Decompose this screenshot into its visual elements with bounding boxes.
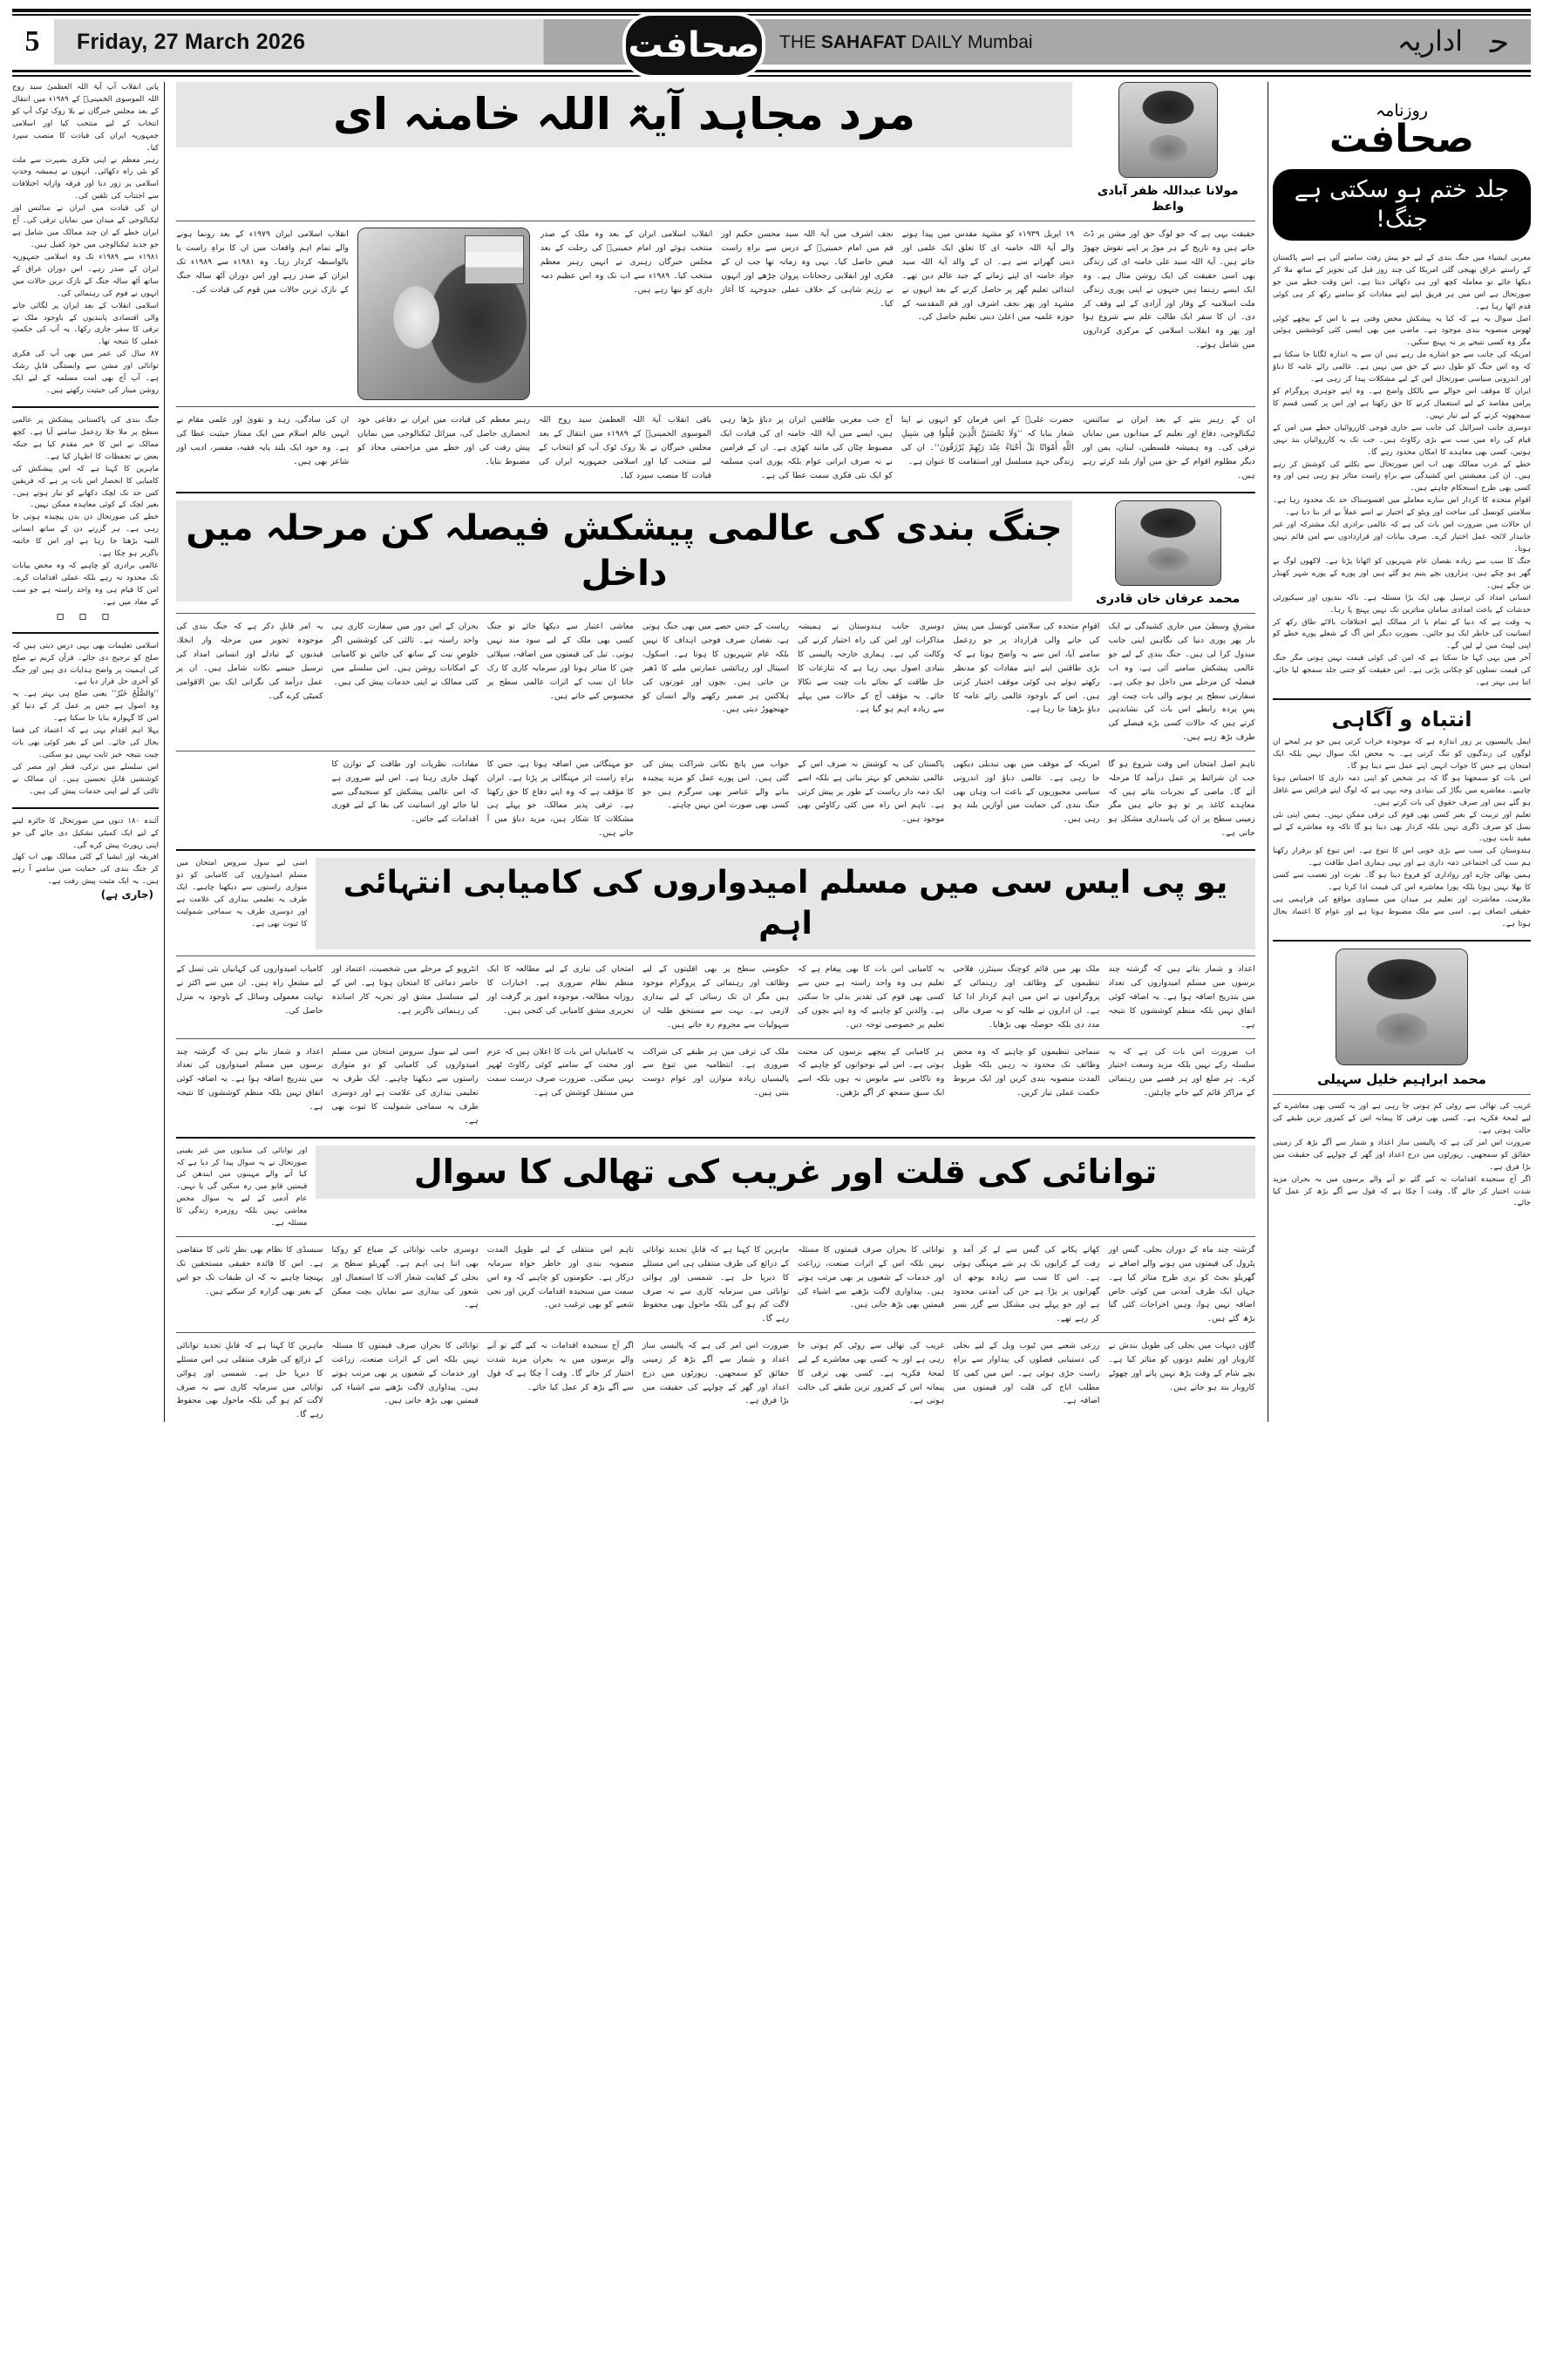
second-author-block: [1081, 500, 1255, 608]
masthead-bottom-rule-2: [12, 75, 1531, 77]
second-col-b: اقوامِ متحدہ کی سلامتی کونسل میں پیش کی جانے والی قرارداد پر جو ردِعمل سامنے آیا، اس سے یہ واضح ہوتا ہے کہ بڑی طاقتیں اپنے اپنے مفادات کو مدنظر رکھتے ہوئے ہی کوئی موقف اختیار کرتی ہیں۔ اس کے باوجود عالمی رائے عامہ کا دباؤ بڑھتا جا رہا ہے۔: [953, 622, 1100, 715]
article-third: [176, 858, 1254, 1128]
second-col-k: جواب میں پانچ نکاتی شراکت پیش کی گئی ہیں۔ اس پورے عمل کو مزید پیچیدہ بنانے والے عناصر بھی سرگرم ہیں جو کسی بھی صورت امن نہیں چاہتے۔: [642, 758, 790, 811]
masthead-top-rule-2: [12, 14, 1531, 16]
lead-col-b: ۱۹ اپریل ۱۹۳۹ء کو مشہد مقدس میں پیدا ہونے والے آیۃ اللہ خامنہ ای کا تعلق ایک علمی اور دینی گھرانے سے ہے۔ ان کے والد آیۃ اللہ سید جواد خامنہ ای اپنے زمانے کے جید عالم دین تھے۔ ابتدائی تعلیم گھر پر حاصل کرنے کے بعد انہوں نے مشہد اور پھر نجف اشرف اور قم المقدسہ کے حوزہ علمیہ میں اعلیٰ دینی تعلیم حاصل کی۔: [901, 229, 1075, 323]
headline-third: یو پی ایس سی میں مسلم امیدواروں کی کامیابی انتہائی اہم: [316, 858, 1254, 950]
notice-para-0: ایمل پالیسیوں پر زور اندازہ ہے کہ موجودہ خراب کرتی ہیں جو ہر لمحے ان لوگوں کی زندگیوں کو تنگ کرتی ہے۔ یہ محض ایک سوال نہیں بلکہ ایک امتحان ہے جس کا جواب انہیں اپنے عمل سے دینا ہو گا۔: [1273, 738, 1531, 771]
fourth-col-a: گزشتہ چند ماہ کے دوران بجلی، گیس اور پٹرول کی قیمتوں میں ہونے والے اضافے نے گھریلو بجٹ کو بری طرح متاثر کیا ہے۔ جہاں ایک طرف آمدنی میں کوئی خاص اضافہ نہیں ہوا، وہیں اخراجات کئی گنا بڑھ گئے ہیں۔: [1108, 1245, 1255, 1324]
masthead-english-title: [779, 32, 1033, 53]
byline-author-1: مولانا عبداللہ ظفر آبادی واعظ: [1097, 184, 1239, 214]
fourth-col-m: توانائی کا بحران صرف قیمتوں کا مسئلہ نہیں بلکہ اس کے اثرات صنعت، زراعت اور خدمات کے شعبوں پر بھی مرتب ہوتے ہیں۔ پیداواری لاگت بڑھنے سے اشیاء کی قیمتیں بھی بڑھ جاتی ہیں۔: [331, 1341, 479, 1406]
second-col-c: دوسری جانب ہندوستان نے ہمیشہ مذاکرات اور امن کی راہ اختیار کرنے کی وکالت کی ہے۔ ہماری خارجہ پالیسی کا بنیادی اصول یہی رہا ہے کہ تنازعات کا حل طاقت کے بجائے بات چیت سے نکالا جائے۔ یہ مؤقف آج کے حالات میں پہلے سے زیادہ اہم ہو گیا ہے۔: [798, 622, 945, 715]
photo-khamenei-portrait: [357, 228, 530, 400]
second-col-l: جو مہنگائی میں اضافہ ہوتا ہے، جس کا براہِ راست اثر مہنگائی پر پڑتا ہے۔ ایران کا مؤقف ہے کہ وہ اپنے دفاع کا حق رکھتا ہے۔ ترقی پذیر ممالک، جو پہلے ہی مشکلات کا شکار ہیں، مزید دباؤ میں آ جاتے ہیں۔: [486, 758, 634, 839]
article-lead: [176, 82, 1254, 483]
left-para-14: آئندہ ۱۸۰ دنوں میں صورتحال کا جائزہ لینے کے لیے ایک کمیٹی تشکیل دی جائے گی جو اپنی رپورٹ پیش کرے گی۔: [12, 816, 160, 850]
fourth-col-i: زرعی شعبے میں ٹیوب ویل کے لیے بجلی کی دستیابی فصلوں کی پیداوار سے براہِ راست جڑی ہوئی ہے۔ اس میں کمی کا مطلب اناج کی قلت اور قیمتوں میں اضافہ ہے۔: [953, 1341, 1100, 1406]
masthead-eng-pre: THE: [779, 32, 821, 52]
notice-para-3: ہندوستان کی سب سے بڑی خوبی اس کا تنوع ہے۔ اس تنوع کو برقرار رکھنا ہم سب کی اجتماعی ذمہ داری ہے اور یہی ہماری اصل طاقت ہے۔: [1273, 847, 1531, 868]
fourth-col-n: ماہرین کا کہنا ہے کہ قابلِ تجدید توانائی کے ذرائع کی طرف منتقلی ہی اس مسئلے کا دیرپا حل ہے۔ شمسی اور ہوائی توانائی میں سرمایہ کاری سے نہ صرف لاگت کم ہو گی بلکہ ماحول بھی محفوظ رہے گا۔: [176, 1341, 323, 1420]
lead-col-d: انقلاب اسلامی ایران کے بعد وہ ملک کے صدر منتخب ہوئے اور امام خمینیؒ کی رحلت کے بعد مجلس خبرگان رہبری نے انہیں رہبر معظم منتخب کیا۔ ۱۹۸۹ء سے اب تک وہ اس عظیم ذمہ داری کو نبھا رہے ہیں۔: [540, 229, 713, 295]
editorial-para-0: مغربی ایشیاء میں جنگ بندی کے لیے جو پیش رفت سامنے آئی ہے اسے پاکستان کے راستے عراق بھیجی گئی امریکا کی چند روز قبل کی تجویز کے ساتھ ملا کر دیکھا جائے تو معاملہ کچھ اور ہی دکھائی دیتا ہے۔ اس وقت خطے میں جو صورتحال ہے اس میں ہر فریق اپنے اپنے مفادات کو سامنے رکھ کر ہی کوئی قدم اٹھا رہا ہے۔: [1273, 253, 1531, 311]
page-number: 5: [12, 19, 54, 65]
lead-col-a: حقیقت یہی ہے کہ جو لوگ حق اور مشن پر ڈٹ جاتے ہیں وہ تاریخ کے ہر موڑ پر اپنے نقوش چھوڑ جاتے ہیں۔ آیۃ اللہ سید علی خامنہ ای کی زندگی بھی اسی حقیقت کی ایک روشن مثال ہے۔ وہ ایک ایسے رہنما ہیں جنہوں نے اپنی پوری زندگی ملت اسلامیہ کے وقار اور آزادی کے لیے وقف کر دی۔ ان کا سفر ایک طالب علم سے شروع ہوا اور پھر وہ انقلاب اسلامی کے مرکزی کرداروں میں شامل ہوئے۔: [1083, 229, 1255, 350]
byline-author-2: محمد عرفان خان قادری: [1096, 591, 1241, 606]
third-col-i: سماجی تنظیموں کو چاہیے کہ وہ محض وظائف تک محدود نہ رہیں بلکہ طویل المدت منصوبہ بندی کریں اور ایک مربوط حکمت عملی تیار کریں۔: [953, 1046, 1100, 1098]
second-col-d: ریاست کے جس حصے میں بھی جنگ ہوتی ہے، نقصان صرف فوجی اہداف کا نہیں بلکہ عام شہریوں کا ہوتا ہے۔ اسکول، اسپتال اور رہائشی عمارتیں ملبے کا ڈھیر بن جاتی ہیں۔ بچوں اور عورتوں کی ہلاکتیں ہر ضمیر رکھنے والے انسان کو جھنجھوڑ دیتی ہیں۔: [642, 622, 790, 715]
main-content: [169, 82, 1261, 1422]
third-band-1: [176, 962, 1254, 1031]
notice-para-1: اس بات کو سمجھنا ہو گا کہ ہر شخص کو اپنی ذمہ داری کا احساس ہونا چاہیے۔ معاشرے میں بگاڑ کی بنیادی وجہ یہی ہے کہ لوگ اپنے فرائض سے غافل ہو گئے ہیں اور صرف حقوق کی بات کرتے ہیں۔: [1273, 773, 1531, 807]
left-endmark: ▫ ▫ ▫: [56, 609, 115, 623]
notice-heading: انتباہ و آگاہی: [1331, 707, 1472, 732]
lead-author-block: [1081, 82, 1255, 214]
notice-para-2: تعلیم اور تربیت کے بغیر کسی بھی قوم کی ترقی ممکن نہیں۔ ہمیں اپنی نئی نسل کو صرف ڈگری نہیں بلکہ کردار بھی دینا ہو گا تاکہ وہ معاشرے کے لیے مفید ثابت ہوں۔: [1273, 810, 1531, 844]
third-col-m: اسی لیے سول سروس امتحان میں مسلم امیدواروں کی کامیابی کو دو متوازی راستوں سے دیکھنا چاہیے۔ ایک طرف یہ تعلیمی بیداری کی علامت ہے اور دوسری طرف یہ سماجی شمولیت کا ثبوت بھی ہے۔: [331, 1046, 479, 1125]
sidebar-tail-para-1: ضرورت اس امر کی ہے کہ پالیسی ساز اعداد و شمار سے آگے بڑھ کر زمینی حقائق کو سمجھیں۔ رپورٹوں میں درج اعداد اور گھر کے چولہے کی حقیقت میں بڑا فرق ہے۔: [1273, 1138, 1531, 1172]
headline-lead: مرد مجاہد آیۃ اللہ خامنہ ای: [176, 82, 1071, 147]
second-col-f: بحران کے اس دور میں سفارت کاری ہی واحد راستہ ہے۔ ثالثی کی کوششیں اگر خلوصِ نیت کے ساتھ کی جائیں تو کامیابی کے امکانات روشن ہیں۔ اس سلسلے میں کئی ممالک نے اپنی خدمات پیش کی ہیں۔: [331, 622, 479, 687]
left-para-5: ۸۷ سال کی عمر میں بھی آپ کی فکری توانائی اور مشن سے وابستگی قابلِ رشک ہے۔ آپ آج بھی امت مسلمہ کے لیے ایک روشن مینار کی حیثیت رکھتے ہیں۔: [12, 350, 160, 396]
author-photo-face-4: [1336, 949, 1467, 1064]
masthead-bar: [12, 19, 1531, 65]
page-body: [12, 82, 1531, 1422]
editorial-para-10: یہ وقت ہے کہ دنیا کے تمام با اثر ممالک اپنے اختلافات بالائے طاق رکھ کر انسانیت کی خاطر ایک ہو جائیں۔ بصورتِ دیگر اس آگ کے شعلے پورے خطے کو اپنی لپیٹ میں لے لیں گے۔: [1273, 617, 1531, 651]
masthead-eng-brand: SAHAFAT: [820, 32, 907, 52]
third-col-g: کامیاب امیدواروں کی کہانیاں نئی نسل کے لیے مشعلِ راہ ہیں۔ ان میں سے اکثر نے نہایت معمولی وسائل کے باوجود یہ منزل حاصل کی۔: [176, 964, 323, 1016]
masthead-date: Friday, 27 March 2026: [77, 29, 306, 54]
editorial-sidebar: [1273, 82, 1531, 1422]
second-col-i: امریکہ کے موقف میں بھی تبدیلی دیکھی جا رہی ہے۔ عالمی دباؤ اور اندرونی سیاسی مجبوریوں کے باعث اب وہاں بھی جنگ بندی کی حمایت میں آوازیں بلند ہو رہی ہیں۔: [953, 758, 1100, 825]
lead-col-c: نجف اشرف میں آیۃ اللہ سید محسن حکیم اور قم میں امام خمینیؒ کے درس سے براہِ راست فیض حاصل کیا۔ یہی وہ زمانہ تھا جب ان کے فکری اور انقلابی رجحانات پروان چڑھے اور انہوں نے رژیم شاہی کے خلاف عملی جدوجہد کا آغاز کیا۔: [721, 229, 894, 309]
left-para-13: اس سلسلے میں ترکی، قطر اور مصر کی کوششیں قابلِ تحسین ہیں۔ ان ممالک نے ثالثی کے لیے اپنی خدمات پیش کی ہیں۔: [12, 762, 160, 796]
left-para-3: ۱۹۸۱ء سے ۱۹۸۹ء تک وہ اسلامی جمہوریہ ایران کے صدر رہے۔ اس دوران عراق کے ساتھ آٹھ سالہ جنگ کے نازک ترین حالات میں انہوں نے قوم کی رہنمائی کی۔: [12, 252, 160, 298]
left-para-4: اسلامی انقلاب کے بعد ایران پر لگائی جانے والی اقتصادی پابندیوں کے باوجود ملک نے ترقی کا سفر جاری رکھا۔ یہ آپ کی حکمتِ عملی کا نتیجہ تھا۔: [12, 301, 160, 347]
lead-col-h: آج جب مغربی طاقتیں ایران پر دباؤ بڑھا رہی ہیں، ایسے میں آیۃ اللہ خامنہ ای کی قیادت ایک مضبوط چٹان کی مانند کھڑی ہے۔ ان کے فرامین نے نہ صرف ایرانی عوام بلکہ پوری امتِ مسلمہ کو ایک نئی فکری سمت عطا کی ہے۔: [719, 415, 893, 480]
notice-para-4: ہمیں بھائی چارے اور رواداری کو فروغ دینا ہو گا۔ نفرت اور تعصب سے کسی کا بھلا نہیں ہوتا بلکہ پورا معاشرہ اس کی قیمت ادا کرتا ہے۔: [1273, 871, 1531, 893]
fourth-col-c: توانائی کا بحران صرف قیمتوں کا مسئلہ نہیں بلکہ اس کے اثرات صنعت، زراعت اور خدمات کے شعبوں پر بھی مرتب ہوتے ہیں۔ پیداواری لاگت بڑھنے سے اشیاء کی قیمتیں بھی بڑھ جاتی ہیں۔: [798, 1245, 945, 1310]
third-col-k: ملک کی ترقی میں ہر طبقے کی شراکت ضروری ہے۔ انتظامیہ میں تنوع سے پالیسیاں زیادہ متوازن اور عوام دوست بنتی ہیں۔: [642, 1046, 790, 1098]
third-divider-2: [176, 1038, 1254, 1039]
sidebar-divider-1: [1273, 698, 1531, 700]
lead-col-g: حضرت علیؑ کے اس فرمان کو انہوں نے اپنا شعار بنایا کہ ’’وَلَا تَحْسَبَنَّ الَّذِينَ قُتِلُوا فِي سَبِيلِ اللَّهِ أَمْوَاتًا بَلْ أَحْيَاءٌ عِنْدَ رَبِّهِمْ يُرْزَقُونَ‘‘۔ ان کی زندگی جہدِ مسلسل اور استقامت کا عنوان ہے۔: [901, 415, 1074, 466]
editorial-para-1: اصل سوال یہ ہے کہ کیا یہ پیشکش محض وقتی ہے یا اس کے پیچھے کوئی ٹھوس منصوبہ بندی موجود ہے۔ ماضی میں بھی ایسی کئی کوششیں ہوئیں مگر وہ کسی نتیجے پر نہ پہنچ سکیں۔: [1273, 314, 1531, 348]
author-photo-wrap-4: [1273, 949, 1531, 1065]
notice-para-5: ملازمت، معاشرت اور تعلیم ہر میدان میں مساوی مواقع کی فراہمی ہی حقیقی انصاف ہے۔ اسی سے ملک مضبوط ہوتا ہے اور عوام کا اعتماد بحال ہوتا ہے۔: [1273, 895, 1531, 928]
fourth-col-h: گاؤں دیہات میں بجلی کی طویل بندش نے کاروبار اور تعلیم دونوں کو متاثر کیا ہے۔ بچے شام کے وقت پڑھ نہیں پاتے اور چھوٹے کاروبار بند ہو جاتے ہیں۔: [1108, 1341, 1255, 1392]
left-para-2: ان کی قیادت میں ایران نے سائنس اور ٹیکنالوجی کے میدان میں نمایاں ترقی کی۔ آج ایران خطے کے ان چند ممالک میں شامل ہے جو جدید ٹیکنالوجی میں خود کفیل ہیں۔: [12, 204, 160, 249]
fourth-col-d: ماہرین کا کہنا ہے کہ قابلِ تجدید توانائی کے ذرائع کی طرف منتقلی ہی اس مسئلے کا دیرپا حل ہے۔ شمسی اور ہوائی توانائی میں سرمایہ کاری سے نہ صرف لاگت کم ہو گی بلکہ ماحول بھی محفوظ رہے گا۔: [642, 1245, 790, 1324]
lead-top-band: [176, 228, 1254, 400]
fourth-col-k: ضرورت اس امر کی ہے کہ پالیسی ساز اعداد و شمار سے آگے بڑھ کر زمینی حقائق کو سمجھیں۔ رپورٹوں میں درج اعداد اور گھر کے چولہے کی حقیقت میں بڑا فرق ہے۔: [642, 1341, 790, 1406]
iran-flag-icon: [465, 235, 524, 284]
nameplate-title: صحافت: [1329, 117, 1475, 161]
sidebar-divider-3: [1273, 1094, 1531, 1095]
lead-bottom-band: [176, 413, 1254, 482]
second-col-e: معاشی اعتبار سے دیکھا جائے تو جنگ کسی بھی ملک کے لیے سود مند نہیں ہوتی۔ تیل کی قیمتوں میں اضافہ، سپلائی چین کا متاثر ہونا اور سرمایہ کاری کا رک جانا ان سب کے اثرات عالمی سطح پر محسوس کیے جاتے ہیں۔: [486, 622, 634, 701]
editorial-para-9: انسانی امداد کی ترسیل بھی ایک بڑا مسئلہ ہے۔ ناکہ بندیوں اور سیکیورٹی خدشات کے باعث امدادی سامان متاثرین تک نہیں پہنچ پا رہا۔: [1273, 593, 1531, 615]
third-col-c: یہ کامیابی اس بات کا بھی پیغام ہے کہ تعلیم ہی وہ واحد راستہ ہے جس سے کسی بھی قوم کی تقدیر بدلی جا سکتی ہے۔ والدین کو چاہیے کہ وہ اپنے بچوں کی تعلیم پر خصوصی توجہ دیں۔: [798, 964, 945, 1030]
third-band-2: [176, 1045, 1254, 1128]
lead-col-i: باقی انقلاب آیۃ اللہ العظمیٰ سید روح اللہ الموسوی الخمینیؒ کے ۱۹۸۹ء میں انتقال کے بعد مجلس خبرگان نے بلا روک ٹوک آپ کو انتخاب کے لیے منتخب کیا اور اسلامی جمہوریہ ایران کی قیادت کا منصب سپرد کیا۔: [539, 415, 711, 480]
left-para-11: ’’وَالصُّلْحُ خَيْرٌ‘‘ یعنی صلح ہی بہتر ہے۔ یہ وہ اصول ہے جس پر عمل کر کے دنیا کو امن کا گہوارہ بنایا جا سکتا ہے۔: [12, 690, 160, 724]
left-para-15: افریقہ اور ایشیا کے کئی ممالک بھی اب کھل کر جنگ بندی کی حمایت میں سامنے آ رہے ہیں۔ یہ ایک مثبت پیش رفت ہے۔: [12, 853, 160, 887]
author-photo-zafarabadi: [1118, 82, 1218, 178]
second-divider: [176, 613, 1254, 614]
byline-author-4: محمد ابراہیم خلیل سہیلی: [1317, 1071, 1486, 1087]
lead-col-j: رہبر معظم کی قیادت میں ایران نے دفاعی خود انحصاری حاصل کی، میزائل ٹیکنالوجی میں نمایاں پیش رفت کی اور خطے میں مزاحمتی محاذ کو مضبوط بنایا۔: [357, 415, 531, 466]
fourth-divider: [176, 1236, 1254, 1237]
editorial-para-5: خطے کے عرب ممالک بھی اب اس صورتحال سے نکلنے کی کوشش کر رہے ہیں۔ ان کی معیشتیں اس کشیدگی سے براہِ راست متاثر ہو رہی ہیں اور وہ کسی بھی طرح استحکام چاہتے ہیں۔: [1273, 459, 1531, 493]
editorial-para-2: امریکہ کی جانب سے جو اشارے مل رہے ہیں ان سے یہ اندازہ لگایا جا سکتا ہے کہ وہ اس جنگ کو طول دینے کے حق میں نہیں ہے۔ عالمی رائے عامہ کا دباؤ اور اندرونی سیاسی صورتحال اس کے لیے مشکلات پیدا کر رہی ہے۔: [1273, 350, 1531, 384]
third-col-j: ہر کامیابی کے پیچھے برسوں کی محنت ہوتی ہے۔ اس لیے نوجوانوں کو چاہیے کہ وہ ناکامی سے مایوس نہ ہوں بلکہ اسے ایک سبق سمجھ کر آگے بڑھیں۔: [798, 1046, 945, 1098]
fourth-col-g: سبسڈی کا نظام بھی نظرِ ثانی کا متقاضی ہے۔ اس کا فائدہ حقیقی مستحقین تک پہنچنا چاہیے نہ کہ ان طبقات تک جو اس کے بغیر بھی گزارہ کر سکتے ہیں۔: [176, 1245, 323, 1296]
nameplate: [1273, 101, 1531, 241]
editorial-para-4: دوسری جانب اسرائیل کی جانب سے جاری فوجی کارروائیاں خطے میں امن کے قیام کی راہ میں سب سے بڑی رکاوٹ ہیں۔ جب تک یہ کارروائیاں بند نہیں ہوتیں، کسی بھی معاہدے کا امکان محدود رہے گا۔: [1273, 423, 1531, 457]
editorial-body: [1273, 253, 1531, 690]
article-separator-1: [176, 492, 1254, 493]
fourth-col-e: تاہم اس منتقلی کے لیے طویل المدت منصوبہ بندی اور خاطر خواہ سرمایہ درکار ہے۔ حکومتوں کو چاہیے کہ وہ اس سمت میں سنجیدہ اقدامات کریں اور نجی شعبے کو بھی ترغیب دیں۔: [486, 1245, 634, 1310]
third-col-h: اب ضرورت اس بات کی ہے کہ یہ سلسلہ رکے نہیں بلکہ مزید وسعت اختیار کرے۔ ہر ضلع اور ہر قصبے میں رہنمائی کے مراکز قائم کیے جانے چاہئیں۔: [1108, 1046, 1255, 1098]
author-photo-face-1: [1119, 83, 1217, 177]
editorial-para-8: جنگ کا سب سے زیادہ نقصان عام شہریوں کو اٹھانا پڑتا ہے۔ لاکھوں لوگ بے گھر ہو چکے ہیں، ہزاروں بچے یتیم ہو گئے ہیں اور پورے کے پورے شہر کھنڈر بن چکے ہیں۔: [1273, 556, 1531, 590]
second-col-n: [176, 758, 323, 840]
third-col-f: انٹرویو کے مرحلے میں شخصیت، اعتماد اور حاضر دماغی کا امتحان ہوتا ہے۔ اس کے لیے مسلسل مشق اور تجربہ کار اساتذہ کی رہنمائی ناگزیر ہے۔: [331, 964, 479, 1016]
third-col-a: اعداد و شمار بتاتے ہیں کہ گزشتہ چند برسوں میں مسلم امیدواروں کی تعداد میں بتدریج اضافہ ہوا ہے۔ یہ اضافہ کوئی اتفاق نہیں بلکہ منظم کوششوں کا نتیجہ ہے۔: [1108, 964, 1255, 1030]
lead-col-e: انقلاب اسلامی ایران ۱۹۷۹ء کے بعد رونما ہونے والے تمام اہم واقعات میں ان کا براہِ راست یا بالواسطہ کردار رہا۔ وہ ۱۹۸۱ء سے ۱۹۸۹ء تک ایران کے صدر رہے اور اس دوران آٹھ سالہ جنگ کے نازک ترین حالات میں قوم کی قیادت کی۔: [176, 229, 349, 295]
sahafat-logo: [622, 12, 765, 78]
masthead-bottom-rule: [12, 70, 1531, 72]
article-separator-3: [176, 1137, 1254, 1139]
author-photo-face-2: [1116, 501, 1220, 585]
third-col-e: امتحان کی تیاری کے لیے مطالعہ کا ایک منظم نظام ضروری ہے۔ اخبارات کا روزانہ مطالعہ، موجودہ امور پر گرفت اور تحریری مشق کامیابی کی کنجی ہیں۔: [486, 964, 634, 1016]
left-para-7: ماہرین کا کہنا ہے کہ اس پیشکش کی کامیابی کا انحصار اس بات پر ہے کہ فریقین کس حد تک لچک دکھانے کو تیار ہوتے ہیں۔ بغیر لچک کے کوئی معاہدہ ممکن نہیں۔: [12, 464, 160, 510]
third-col-l: یہ کامیابیاں اس بات کا اعلان ہیں کہ عزم اور محنت کے سامنے کوئی رکاوٹ ٹھہر نہیں سکتی۔ ضرورت صرف درست سمت میں مستقل کوشش کی ہے۔: [486, 1046, 634, 1098]
fourth-band-2: [176, 1339, 1254, 1422]
sidebar-tail-para-0: غریب کی تھالی سے روٹی کم ہوتی جا رہی ہے اور یہ کسی بھی معاشرے کے لیے لمحۂ فکریہ ہے۔ کسی بھی ترقی کا پیمانہ اس کے کمزور ترین طبقے کی حالت ہوتی ہے۔: [1273, 1102, 1531, 1135]
second-col-a: مشرقِ وسطیٰ میں جاری کشیدگی نے ایک بار پھر پوری دنیا کی نگاہیں اپنی جانب مبذول کرا لی ہیں۔ جنگ بندی کے لیے جو عالمی پیشکش سامنے آئی ہے، وہ اب فیصلہ کن مرحلے میں داخل ہو چکی ہے۔ سفارتی سطح پر ہونے والی بات چیت اور پسِ پردہ رابطے اس بات کی نشاندہی کرتے ہیں کہ حالات کسی بڑے فیصلے کی طرف بڑھ رہے ہیں۔: [1108, 622, 1255, 743]
author-photo-sohaili: [1336, 949, 1468, 1065]
left-para-8: خطے کی صورتحال دن بدن پیچیدہ ہوتی جا رہی ہے۔ ہر گزرتے دن کے ساتھ انسانی المیہ بڑھتا جا رہا ہے اور اس کا خاتمہ ناگزیر ہو چکا ہے۔: [12, 513, 160, 559]
sidebar-tail-para-2: اگر آج سنجیدہ اقدامات نہ کیے گئے تو آنے والے برسوں میں یہ بحران مزید شدت اختیار کر جائے گا۔ وقت آ چکا ہے کہ قول سے آگے بڑھ کر عمل کیا جائے۔: [1273, 1174, 1531, 1208]
editorial-banner-headline: جلد ختم ہو سکتی ہے جنگ!: [1273, 169, 1531, 241]
continued-label: (جاری ہے): [100, 888, 154, 901]
author-photo-qadri: [1115, 500, 1221, 586]
article-fourth: [176, 1146, 1254, 1422]
second-col-g: یہ امر قابلِ ذکر ہے کہ جنگ بندی کی موجودہ تجویز میں مرحلہ وار انخلا، قیدیوں کے تبادلے اور انسانی امداد کی ترسیل جیسے نکات شامل ہیں۔ ان پر عمل درآمد کی نگرانی ایک بین الاقوامی کمیٹی کرے گی۔: [176, 622, 323, 701]
left-para-1: رہبر معظم نے اپنی فکری بصیرت سے ملت کو نئی راہ دکھائی۔ انہوں نے ہمیشہ وحدتِ اسلامی پر زور دیا اور فرقہ وارانہ اختلافات سے اجتناب کی تلقین کی۔: [12, 155, 160, 201]
headline-second: جنگ بندی کی عالمی پیشکش فیصلہ کن مرحلہ میں داخل: [176, 500, 1071, 602]
fourth-col-j: غریب کی تھالی سے روٹی کم ہوتی جا رہی ہے اور یہ کسی بھی معاشرے کے لیے لمحۂ فکریہ ہے۔ کسی بھی ترقی کا پیمانہ اس کے کمزور ترین طبقے کی حالت ہوتی ہے۔: [798, 1341, 945, 1406]
lead-col-f: ان کے رہبر بننے کے بعد ایران نے سائنس، ٹیکنالوجی، دفاع اور تعلیم کے میدانوں میں نمایاں ترقی کی۔ وہ ہمیشہ فلسطین، لبنان، یمن اور دیگر مظلوم اقوام کے حق میں آواز بلند کرتے رہے ہیں۔: [1082, 415, 1255, 480]
fourth-col-l: اگر آج سنجیدہ اقدامات نہ کیے گئے تو آنے والے برسوں میں یہ بحران مزید شدت اختیار کر جائے گا۔ وقت آ چکا ہے کہ قول سے آگے بڑھ کر عمل کیا جائے۔: [486, 1341, 634, 1392]
third-lead-in: اسی لیے سول سروس امتحان میں مسلم امیدواروں کی کامیابی کو دو متوازی راستوں سے دیکھنا چاہیے۔ ایک طرف یہ تعلیمی بیداری کی علامت ہے اور دوسری طرف یہ سماجی شمولیت کا ثبوت بھی ہے۔: [176, 858, 308, 928]
second-col-m: مفادات، نظریات اور طاقت کے توازن کا کھیل جاری رہتا ہے۔ اس لیے ضروری ہے کہ اس عالمی پیشکش کو سنجیدگی سے لیا جائے اور انسانیت کی بقا کے لیے فوری اقدامات کیے جائیں۔: [331, 758, 479, 825]
article-separator-2: [176, 849, 1254, 851]
left-column: [12, 82, 159, 1422]
fourth-col-f: دوسری جانب توانائی کے ضیاع کو روکنا بھی اتنا ہی اہم ہے۔ گھریلو سطح پر بجلی کے کفایت شعار آلات کا استعمال اور شعور کی بیداری سے نمایاں بچت ممکن ہے۔: [331, 1245, 479, 1310]
editorial-para-3: ایران کا موقف اس حوالے سے بالکل واضح ہے۔ وہ اپنے جوہری پروگرام کو پرامن مقاصد کے لیے استعمال کرنے کا حق رکھتا ہے اور اس پر کسی قسم کا سمجھوتہ کرنے کے لیے تیار نہیں۔: [1273, 387, 1531, 420]
left-para-12: پہلا اہم اقدام یہی ہے کہ اعتماد کی فضا بحال کی جائے۔ اس کے بغیر کوئی بھی بات چیت نتیجہ خیز ثابت نہیں ہو سکتی۔: [12, 726, 160, 760]
editorial-para-7: ان حالات میں ضرورت اس بات کی ہے کہ عالمی برادری ایک مشترکہ اور غیر جانبدار لائحہ عمل اختیار کرے۔ صرف بیانات اور قراردادوں سے امن قائم نہیں ہوتا۔: [1273, 520, 1531, 554]
headline-fourth: توانائی کی قلت اور غریب کی تھالی کا سوال: [316, 1146, 1254, 1199]
editorial-para-6: اقوامِ متحدہ کا کردار اس سارے معاملے میں افسوسناک حد تک محدود رہا ہے۔ سلامتی کونسل کی ساخت اور ویٹو کے اختیار نے اسے عملاً بے اثر بنا دیا ہے۔: [1273, 496, 1531, 518]
left-para-9: عالمی برادری کو چاہیے کہ وہ محض بیانات تک محدود نہ رہے بلکہ عملی اقدامات کرے۔ امن کا قیام ہی وہ واحد راستہ ہے جو سب کے مفاد میں ہے۔: [12, 561, 160, 607]
left-para-6: جنگ بندی کی پاکستانی پیشکش پر عالمی سطح پر ملا جلا ردِعمل سامنے آیا ہے۔ کچھ ممالک نے اس کا خیر مقدم کیا ہے جبکہ بعض نے تحفظات کا اظہار کیا ہے۔: [12, 415, 160, 461]
masthead-corner-mark-icon: ﺣ: [1489, 24, 1510, 60]
masthead: [12, 0, 1531, 77]
third-col-n: اعداد و شمار بتاتے ہیں کہ گزشتہ چند برسوں میں مسلم امیدواروں کی تعداد میں بتدریج اضافہ ہوا ہے۔ یہ اضافہ کوئی اتفاق نہیں بلکہ منظم کوششوں کا نتیجہ ہے۔: [176, 1046, 323, 1112]
fourth-band-1: [176, 1243, 1254, 1326]
nameplate-kicker: روزنامہ: [1376, 101, 1428, 120]
article-second: [176, 500, 1254, 840]
third-col-d: حکومتی سطح پر بھی اقلیتوں کے لیے وظائف اور رہنمائی کے پروگرام موجود ہیں مگر ان تک رسائی کے لیے بیداری لازمی ہے۔ بہت سے مستحق طلبہ ان سہولیات سے محروم رہ جاتے ہیں۔: [642, 964, 790, 1030]
sidebar-divider-2: [1273, 940, 1531, 942]
editorial-para-11: آخر میں یہی کہا جا سکتا ہے کہ امن کی کوئی قیمت نہیں ہوتی مگر جنگ کی قیمت نسلوں کو چکانی پڑتی ہے۔ اس حقیقت کو جتنی جلد سمجھ لیا جائے، اتنا ہی بہتر ہے۔: [1273, 654, 1531, 688]
second-band-1: [176, 620, 1254, 744]
left-divider-2: [12, 632, 159, 634]
fourth-divider-2: [176, 1332, 1254, 1333]
left-divider-3: [12, 807, 159, 809]
lead-divider-2: [176, 406, 1254, 407]
lead-col-k: ان کی سادگی، زہد و تقویٰ اور علمی مقام نے انہیں عالم اسلام میں ایک ممتاز حیثیت عطا کی ہے۔ وہ خود ایک بلند پایہ فقیہ، مفسر، ادیب اور شاعر بھی ہیں۔: [176, 415, 350, 466]
left-para-0: پانی انقلاب آپ آیۃ اللہ العظمیٰ سید روح اللہ الموسوی الخمینیؒ کے ۱۹۸۹ء میں انتقال کے بعد مجلس خبرگان نے بلا روک ٹوک آپ کو انتخاب کے لیے منتخب کیا اور اسلامی جمہوریہ ایران کی قیادت کا منصب سپرد کیا۔: [12, 83, 160, 153]
left-para-10: اسلامی تعلیمات بھی یہی درس دیتی ہیں کہ صلح کو ترجیح دی جائے۔ قرآن کریم نے صلح کی اہمیت پر واضح ہدایات دی ہیں اور جنگ کو آخری حل قرار دیا ہے۔: [12, 641, 160, 687]
second-col-j: پاکستان کی یہ کوشش نہ صرف اس کے عالمی تشخص کو بہتر بناتی ہے بلکہ اسے ایک ذمہ دار ریاست کے طور پر پیش کرتی ہے۔ تاہم اس راہ میں کئی رکاوٹیں بھی موجود ہیں۔: [798, 758, 945, 825]
third-col-b: ملک بھر میں قائم کوچنگ سینٹرز، فلاحی تنظیموں کے وظائف اور رہنمائی کے پروگراموں نے اس میں اہم کردار ادا کیا ہے۔ ان اداروں نے طلبہ کو نہ صرف مالی مدد دی بلکہ حوصلہ بھی بڑھایا۔: [953, 964, 1100, 1030]
notice-body: [1273, 737, 1531, 931]
section-title-idaria: اداریہ: [1397, 24, 1463, 58]
fourth-col-b: کھانے پکانے کی گیس سے لے کر آمد و رفت کے کرایوں تک ہر شے مہنگی ہوئی ہے۔ اس کا سب سے زیادہ بوجھ ان گھرانوں پر پڑا ہے جن کی آمدنی محدود ہے اور جو پہلے ہی مشکل سے گزر بسر کر رہے تھے۔: [953, 1245, 1100, 1324]
fourth-lead-in: اور توانائی کی منڈیوں میں غیر یقینی صورتحال نے یہ سوال پیدا کر دیا ہے کہ کیا آنے والے مہینوں میں ایندھن کی قیمتیں قابو میں رہ سکیں گی یا نہیں۔ عام آدمی کے لیے یہ سوال محض معاشی نہیں بلکہ روزمرہ زندگی کا مسئلہ ہے۔: [176, 1146, 308, 1228]
second-col-h: تاہم اصل امتحان اس وقت شروع ہو گا جب ان شرائط پر عمل درآمد کا مرحلہ آئے گا۔ ماضی کے تجربات بتاتے ہیں کہ معاہدے کاغذ پر تو ہو جاتے ہیں مگر زمینی سطح پر ان کی پاسداری مشکل ہو جاتی ہے۔: [1108, 758, 1255, 839]
sahafat-logo-text: صحافت: [628, 25, 760, 65]
third-divider: [176, 955, 1254, 956]
masthead-eng-post: DAILY Mumbai: [906, 32, 1033, 52]
left-divider-1: [12, 406, 159, 408]
masthead-top-rule: [12, 9, 1531, 12]
second-band-2: [176, 758, 1254, 840]
